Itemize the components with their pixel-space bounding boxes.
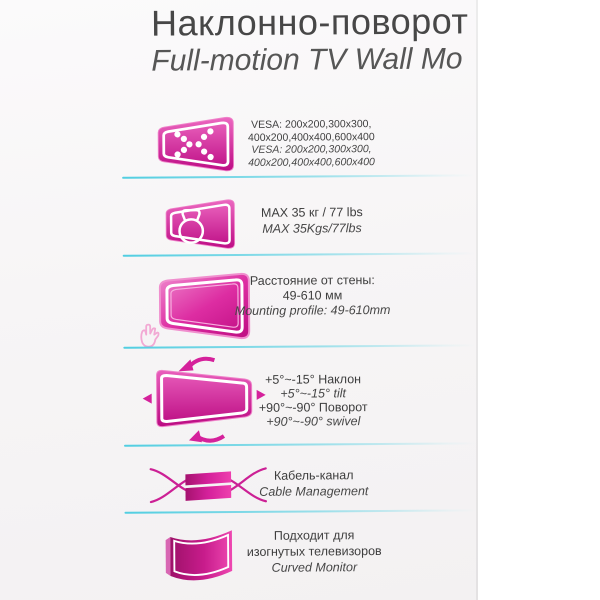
feature-row-vesa [0, 106, 477, 177]
curved-line-en: Curved Monitor [271, 560, 358, 575]
weight-line-ru: MAX 35 кг / 77 lbs [260, 205, 363, 220]
vesa-spec-text [219, 118, 404, 169]
box-edge [476, 0, 478, 600]
vesa-line-en2: 400x200,400x400,600x400 [248, 155, 375, 169]
vesa-line-ru1: VESA: 200x200,300x300, [251, 118, 372, 131]
curved-line-ru2: изогнутых телевизоров [246, 544, 382, 559]
distance-line-ru1: Расстояние от стены: [249, 273, 375, 288]
weight-line-en: MAX 35Kgs/77lbs [262, 221, 362, 236]
distance-line-en: Mounting profile: 49-610mm [234, 302, 391, 319]
feature-row-distance [0, 262, 478, 343]
product-title-russian: Наклонно-поворот [150, 0, 469, 44]
vesa-line-en1: VESA: 200x200,300x300, [251, 143, 372, 156]
distance-spec-text [220, 273, 405, 319]
cable-line-en: Cable Management [259, 484, 369, 499]
feature-row-curved [2, 518, 478, 591]
motion-spec-text [221, 372, 406, 429]
feature-row-weight [0, 188, 478, 255]
feature-row-cable [1, 453, 478, 512]
product-title-english: Full-motion TV Wall Mo [151, 42, 463, 78]
distance-line-ru2: 49-610 мм [282, 288, 343, 303]
tilt-line-ru: +5°~-15° Наклон [265, 372, 362, 387]
curved-line-ru1: Подходит для [273, 528, 355, 543]
cable-line-ru: Кабель-канал [273, 468, 354, 483]
weight-spec-text [219, 204, 404, 237]
swivel-line-ru: +90°~-90° Поворот [258, 400, 368, 415]
swivel-line-en: +90°~-90° swivel [266, 414, 361, 429]
cable-spec-text [221, 467, 406, 500]
curved-spec-text [222, 527, 407, 576]
feature-row-motion [0, 350, 478, 445]
tilt-line-en: +5°~-15° tilt [280, 386, 346, 401]
vesa-line-ru2: 400x200,400x400,600x400 [247, 130, 375, 144]
hand-icon [141, 325, 158, 347]
